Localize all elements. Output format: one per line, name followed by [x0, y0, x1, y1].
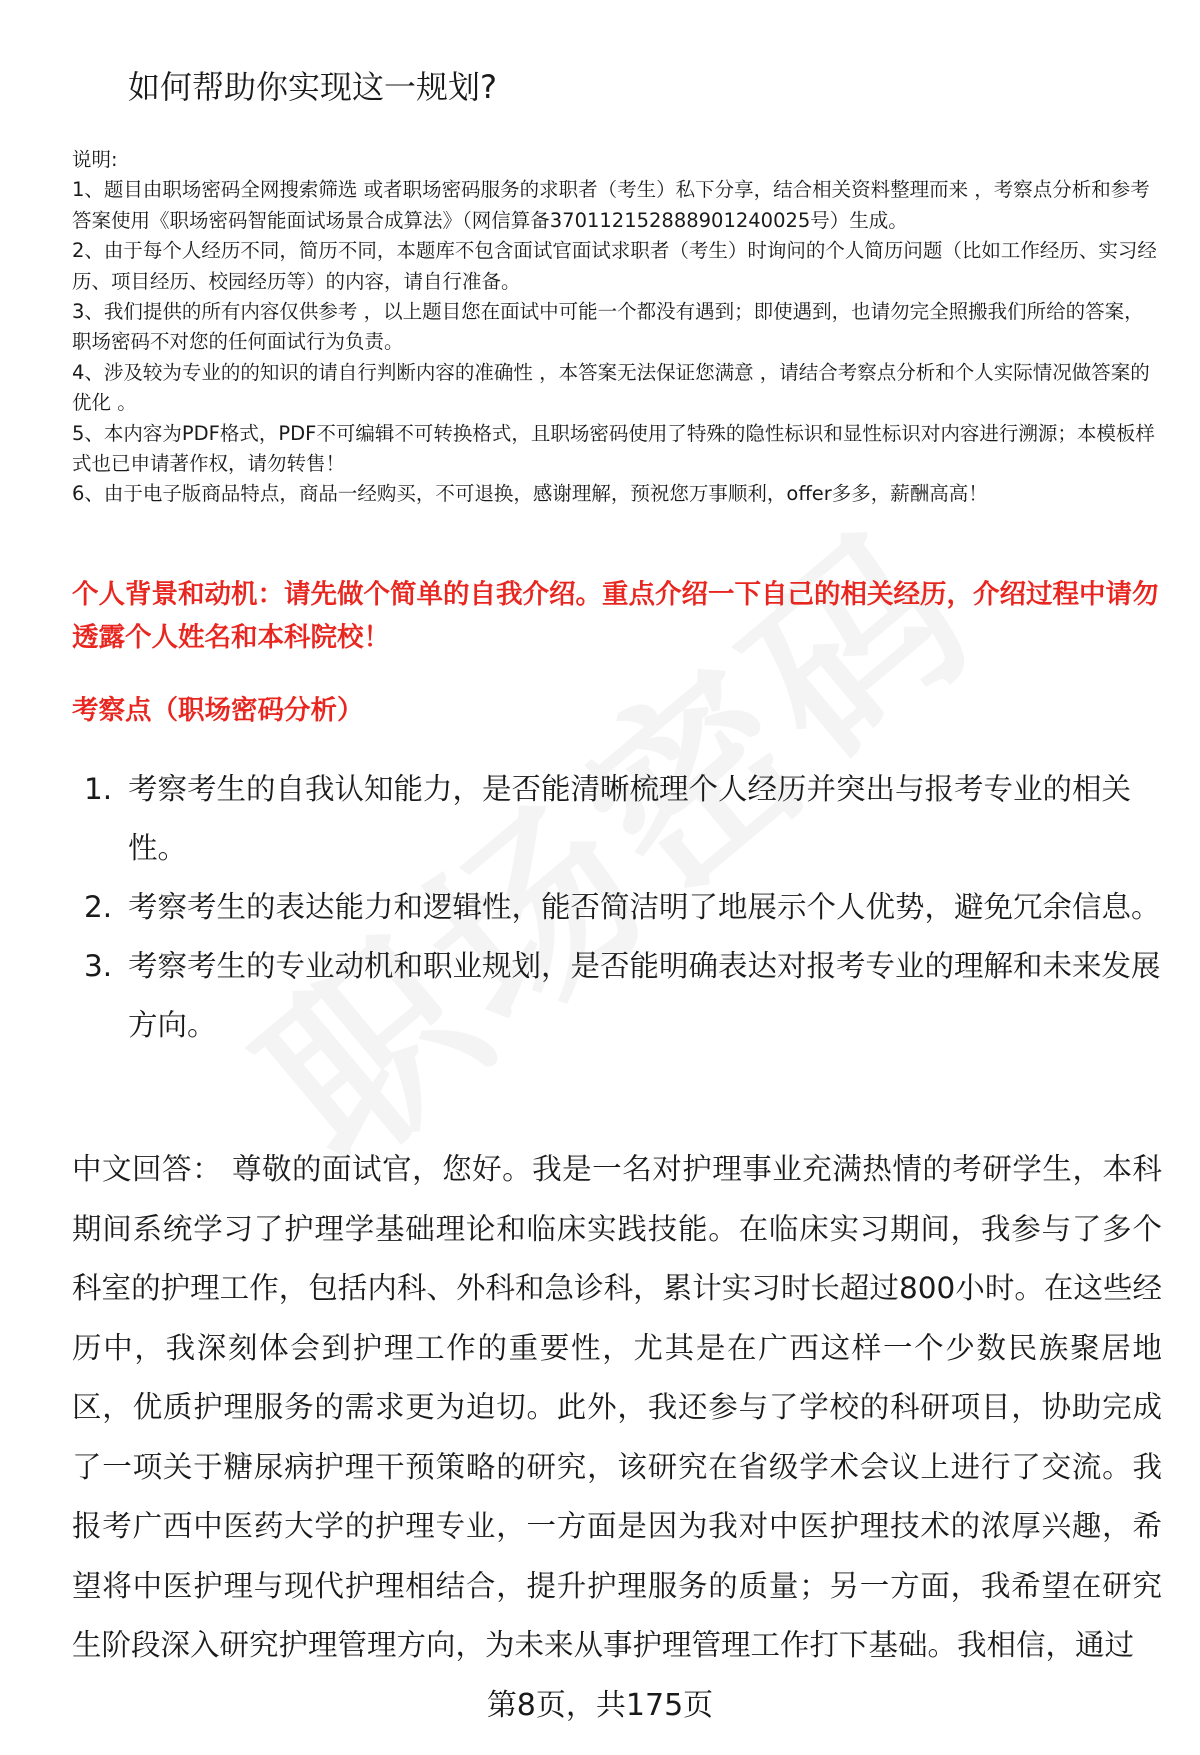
analysis-point [72, 937, 1162, 1055]
page-number: 第8页，共175页 [486, 1688, 714, 1723]
note-item: 5、本内容为PDF格式，PDF不可编辑不可转换格式，且职场密码使用了特殊的隐性标识和显性标识对内容进行溯源；本模板样式也已申请著作权，请勿转售！ [72, 421, 1155, 476]
point-number: 2. [84, 890, 113, 924]
note-item: 3、我们提供的所有内容仅供参考 ，以上题目您在面试中可能一个都没有遇到；即使遇到，也请勿完全照搬我们所给的答案，职场密码不对您的任何面试行为负责。 [72, 300, 1144, 354]
note-item: 4、涉及较为专业的的知识的请自行判断内容的准确性 ，本答案无法保证您满意 ，请结合考察点分析和个人实际情况做答案的优化 。 [72, 360, 1150, 415]
note-item: 1、题目由职场密码全网搜索筛选 或者职场密码服务的求职者（考生）私下分享，结合相关资料整理而来 ，考察点分析和参考答案使用《职场密码智能面试场景合成算法》（网信算备370112152888901240025号）生成。 [72, 178, 1150, 232]
note-item: 6、由于电子版商品特点，商品一经购买，不可退换，感谢理解，预祝您万事顺利，offer多多，薪酬高高！ [72, 482, 988, 506]
point-text: 考察考生的自我认知能力，是否能清晰梳理个人经历并突出与报考专业的相关性。 [128, 772, 1132, 865]
chinese-answer: 中文回答： 尊敬的面试官，您好。我是一名对护理事业充满热情的考研学生，本科期间系统学习了护理学基础理论和临床实践技能。在临床实习期间，我参与了多个科室的护理工作，包括内科、外科和急诊科，累计实习时长超过800小时。在这些经历中，我深刻体会到护理工作的重要性，尤其是在广西这样一个少数民族聚居地区，优质护理服务的需求更为迫切。此外，我还参与了学校的科研项目，协助完成了一项关于糖尿病护理干预策略的研究，该研究在省级学术会议上进行了交流。我报考广西中医药大学的护理专业，一方面是因为我对中医护理技术的浓厚兴趣，希望将中医护理与现代护理相结合，提升护理服务的质量；另一方面，我希望在研究生阶段深入研究护理管理方向，为未来从事护理管理工作打下基础。我相信，通过 [72, 1152, 1162, 1662]
analysis-section-title: 考察点（职场密码分析） [72, 695, 364, 726]
point-text: 考察考生的表达能力和逻辑性，能否简洁明了地展示个人优势，避免冗余信息。 [128, 890, 1161, 924]
analysis-points [72, 760, 1162, 1055]
point-number: 3. [84, 949, 113, 983]
note-item: 2、由于每个人经历不同，简历不同，本题库不包含面试官面试求职者（考生）时询问的个人简历问题（比如工作经历、实习经历、项目经历、校园经历等）的内容，请自行准备。 [72, 239, 1157, 293]
point-number: 1. [84, 772, 113, 806]
disclaimer-notes [72, 145, 1162, 510]
analysis-point [72, 760, 1162, 878]
notes-title: 说明: [72, 148, 118, 171]
point-text: 考察考生的专业动机和职业规划，是否能明确表达对报考专业的理解和未来发展方向。 [128, 949, 1161, 1042]
previous-question-tail: 如何帮助你实现这一规划? [128, 68, 497, 106]
analysis-point [72, 878, 1162, 937]
interview-question: 个人背景和动机：请先做个简单的自我介绍。重点介绍一下自己的相关经历，介绍过程中请勿透露个人姓名和本科院校！ [72, 579, 1159, 653]
